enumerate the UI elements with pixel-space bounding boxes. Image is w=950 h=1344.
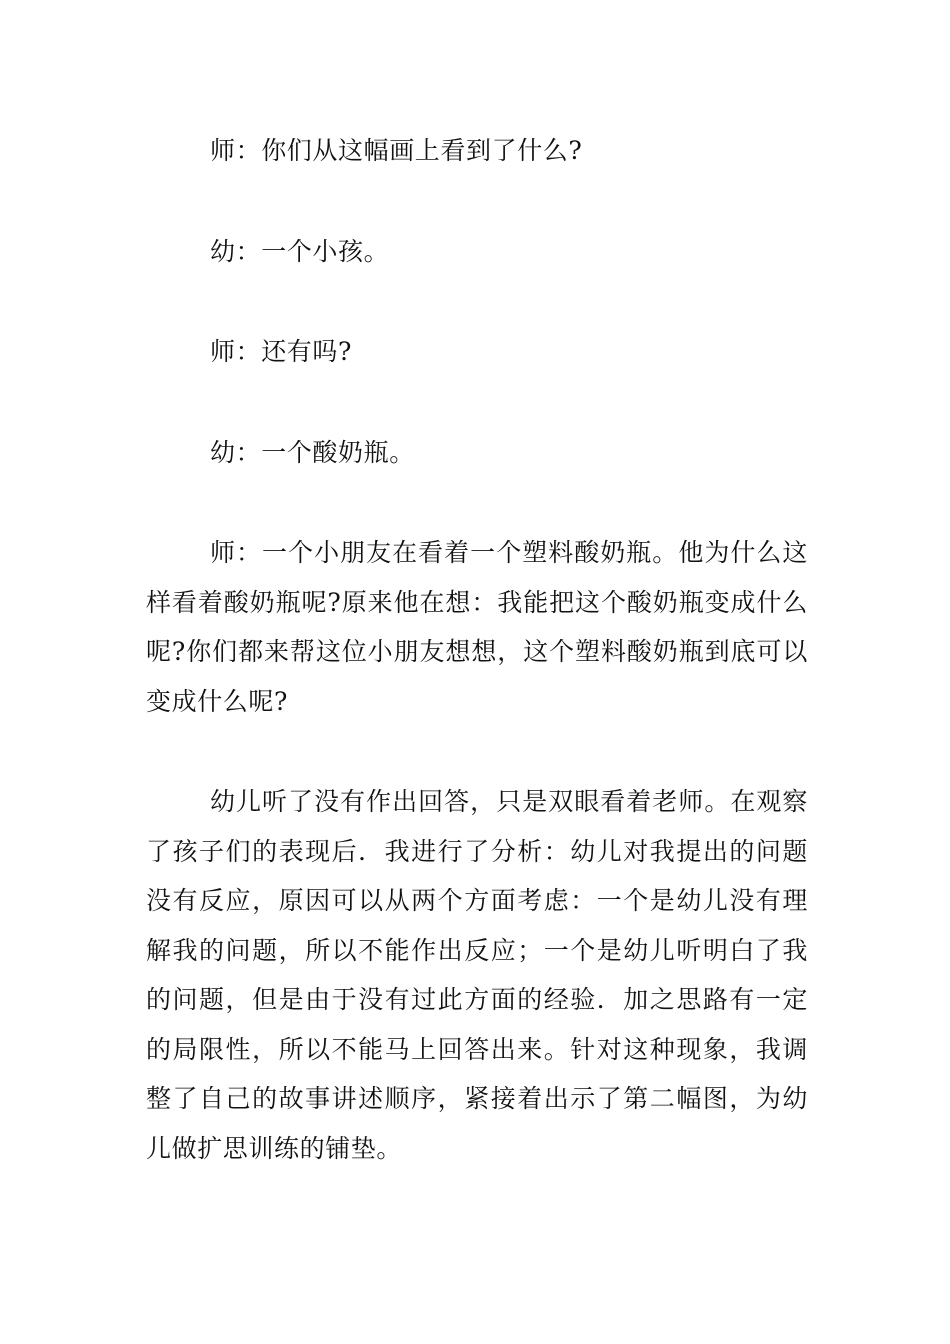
paragraph-teacher-story: 师：一个小朋友在看着一个塑料酸奶瓶。他为什么这样看着酸奶瓶呢?原来他在想：我能把这个酸奶瓶变成什么呢?你们都来帮这位小朋友想想，这个塑料酸奶瓶到底可以变成什么呢? (146, 538, 808, 716)
document-body (146, 126, 808, 1173)
paragraph-child-answer-1: 幼：一个小孩。 (210, 236, 390, 266)
paragraph-child-answer-2: 幼：一个酸奶瓶。 (210, 437, 415, 467)
paragraph-teacher-question-1: 师：你们从这幅画上看到了什么? (210, 136, 583, 165)
paragraph-analysis: 幼儿听了没有作出回答，只是双眼看着老师。在观察了孩子们的表现后．我进行了分析：幼儿对我提出的问题没有反应，原因可以从两个方面考虑：一个是幼儿没有理解我的问题，所以不能作出反应；一个是幼儿听明白了我的问题，但是由于没有过此方面的经验．加之思路有一定的局限性，所以不能马上回答出来。针对这种现象，我调整了自己的故事讲述顺序，紧接着出示了第二幅图，为幼儿做扩思训练的铺垫。 (146, 787, 808, 1163)
paragraph-teacher-question-2: 师：还有吗? (210, 337, 353, 366)
